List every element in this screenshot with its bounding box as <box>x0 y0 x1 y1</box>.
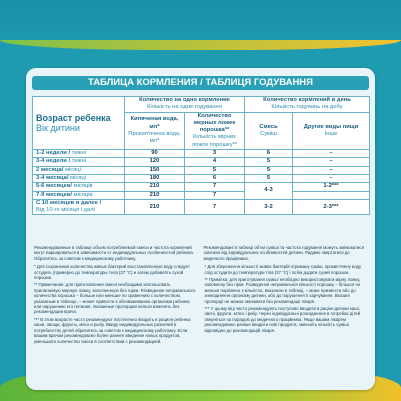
table-row: 1-2 недели / тижні 90 3 6 – <box>33 150 370 158</box>
notes-ua: * Для збереження кількості живих бактерій отриману суміш, прокип'ячену воду слід остудити до температури тіла (37 °С) і потім додати сухий порошок. ** Примітка: для приготування суміші необхідно використовувати мірну ложку, заповнену без гірки. Розведення неправильної кількості порошку – більшої чи меншої порівняно з кількістю, вказаною в таблиці, – може призвести або до зневоднення організму дитини, або до порушення її харчування. Вказані пропорції не можна змінювати без рекомендації лікаря. *** У цьому віці часто рекомендують поступово вводити в раціон дитини каші, овочі, фрукти, м'ясо і рибу. Через індивідуальні розходження в потребах дітей зверніться за порадою до медичного працівника. Якщо вашим лікарем рекомендовано раніше вводити нові продукти, зменшіть кількість суміші відповідно до рекомендацій лікаря. <box>204 264 362 333</box>
other-header: Другие виды пищи Інше <box>293 112 370 149</box>
spoons-header: Количество мерных ложек порошка** Кількість мірних ложок порошку** <box>185 112 245 149</box>
table-title: ТАБЛИЦА КОРМЛЕНИЯ / ТАБЛИЦЯ ГОДУВАННЯ <box>32 76 369 90</box>
table-row: 5-6 месяцев/ місяців 210 7 4-3 1-2*** <box>33 183 370 191</box>
table-row: 7-9 месяцев/ місяців 210 7 <box>33 191 370 199</box>
water-header: Кипяченая вода, мл* Прокип'ячена вода, мл* <box>125 112 185 149</box>
feeding-table <box>32 96 370 215</box>
footnotes <box>34 245 367 346</box>
table-row: С 10 месяцев и далее / Від 10-го місяця і далі 210 7 3-2 2-3*** <box>33 199 370 215</box>
top-ribbon <box>0 40 401 50</box>
per-day-header: Количество кормлений в день Кількість годувань на добу <box>245 97 370 113</box>
intro-ua: Рекомендовані в таблиці об'єм суміші та частота годування можуть змінюватися залежно від індивідуальних особливостей дитини. Радимо звертатися до медичного працівника. <box>203 245 364 261</box>
intro-ru: Рекомендованные в таблице объем потребляемой смеси и частота кормлений могут варьироваться в зависимости от индивидуальных особенностей ребенка. Обратитесь за советом к медицинскому работнику. <box>34 245 194 261</box>
table-row: 3-4 недели / тижні 120 4 5 – <box>33 158 370 166</box>
table-row: 3-4 месяца/ місяці 180 6 5 – <box>33 174 370 182</box>
per-feed-header: Количество на одно кормление Кількість на одне годування <box>125 97 245 113</box>
age-header: Возраст ребенка Вік дитини <box>33 97 125 150</box>
feeding-table-card <box>26 68 375 390</box>
table-row: 2 месяца/ місяці 150 5 5 – <box>33 166 370 174</box>
notes-ru: * Для сохранения количества живых бактерий восстановленную воду следует остудить (примерно до температуры тела (37 °С) и затем добавлять сухой порошок. ** Примечание: для приготовления смеси необходимо использовать прилагаемую мерную ложку, заполненную без горки. Разведение неправильного количества порошка – больше или меньше по сравнению с количеством, указанным в таблице, – может привести к обезвоживанию организма ребенка или нарушению его питания. Указанные пропорции нельзя изменять без рекомендации врача. *** В этом возрасте часто рекомендуют постепенно вводить в рацион ребенка каши, овощи, фрукты, мясо и рыбу. Ввиду индивидуальных различий в потребностях детей обратитесь за советом к медицинскому работнику. Если вашим врачом рекомендовано более раннее введение новых продуктов, уменьшите количество смеси в соответствии с рекомендацией. <box>34 264 196 344</box>
mix-header: Смесь Суміш <box>245 112 293 149</box>
